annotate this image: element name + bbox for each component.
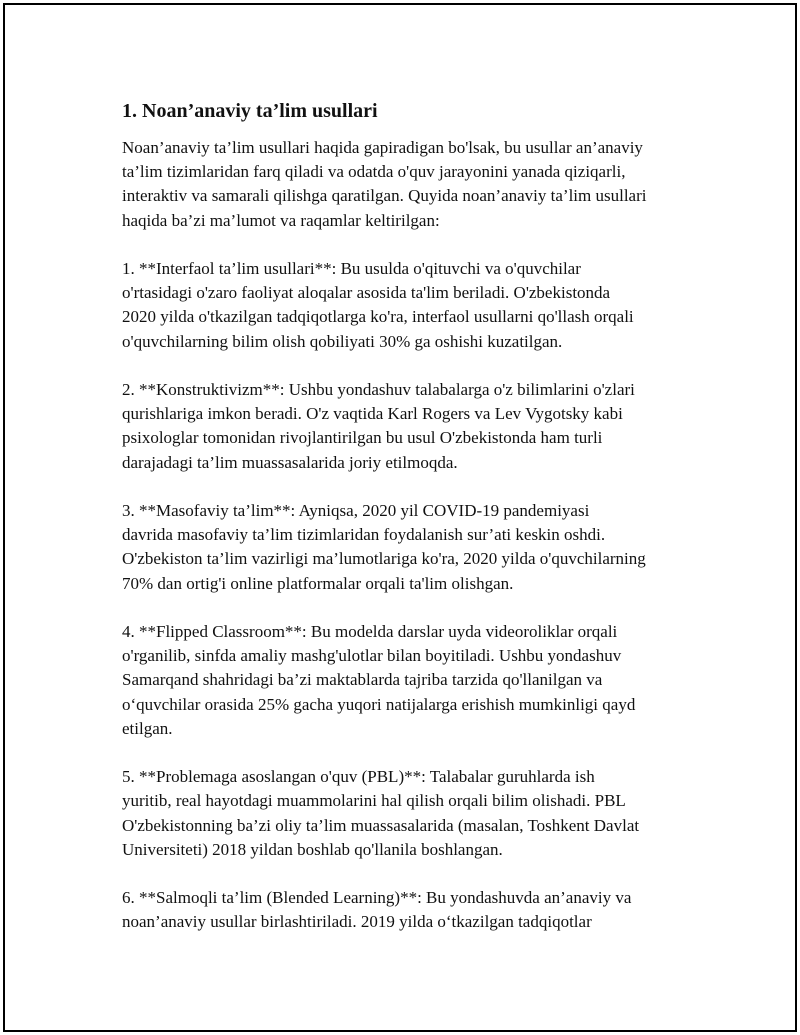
paragraph-spacer xyxy=(122,741,702,765)
text-line: interaktiv va samarali qilishga qaratilgan. Quyida noan’anaviy ta’lim usullari xyxy=(122,186,647,206)
text-line: ta’lim tizimlaridan farq qiladi va odatda o'quv jarayonini yanada qiziqarli, xyxy=(122,162,626,182)
text-line: 5. **Problemaga asoslangan o'quv (PBL)**: Talabalar guruhlarda ish xyxy=(122,767,595,787)
paragraph-spacer xyxy=(122,475,702,499)
document-body xyxy=(122,97,702,935)
text-line: Samarqand shahridagi ba’zi maktablarda tajriba tarzida qo'llanilgan va xyxy=(122,670,603,690)
text-line: Universiteti) 2018 yildan boshlab qo'llanila boshlangan. xyxy=(122,839,503,859)
text-line: 4. **Flipped Classroom**: Bu modelda darslar uyda videoroliklar orqali xyxy=(122,622,618,641)
paragraph-spacer xyxy=(122,233,702,257)
text-line: 6. **Salmoqli ta’lim (Blended Learning)**: Bu yondashuvda an’anaviy va xyxy=(122,888,632,908)
text-line: O'zbekiston ta’lim vazirligi ma’lumotlariga ko'ra, 2020 yilda o'quvchilarning xyxy=(122,549,646,569)
text-line: O'zbekistonning ba’zi oliy ta’lim muassasalarida (masalan, Toshkent Davlat xyxy=(122,815,640,835)
list-item-constructivism xyxy=(122,378,702,475)
text-line: yuritib, real hayotdagi muammolarini hal qilish orqali bilim olishadi. PBL xyxy=(122,791,626,811)
document-page xyxy=(3,3,797,1032)
text-line: o'rganilib, sinfda amaliy mashg'ulotlar bilan boyitiladi. Ushbu yondashuv xyxy=(122,646,622,666)
text-line: 2020 yilda o'tkazilgan tadqiqotlarga ko'ra, interfaol usullarni qo'llash orqali xyxy=(122,307,634,327)
list-item-interactive-methods xyxy=(122,257,702,354)
text-line: 2. **Konstruktivizm**: Ushbu yondashuv talabalarga o'z bilimlarini o'zlari xyxy=(122,380,635,399)
list-item-distance-learning xyxy=(122,499,702,596)
paragraph-spacer xyxy=(122,596,702,620)
intro-paragraph xyxy=(122,136,702,233)
text-line: o‘quvchilar orasida 25% gacha yuqori natijalarga erishish mumkinligi qayd xyxy=(122,694,636,714)
text-line: etilgan. xyxy=(122,718,173,738)
text-line: o'rtasidagi o'zaro faoliyat aloqalar asosida ta'lim beriladi. O'zbekistonda xyxy=(122,283,611,303)
text-line: davrida masofaviy ta’lim tizimlaridan foydalanish sur’ati keskin oshdi. xyxy=(122,525,606,545)
paragraph-spacer xyxy=(122,862,702,886)
text-line: qurishlariga imkon beradi. O'z vaqtida Karl Rogers va Lev Vygotsky kabi xyxy=(122,404,623,424)
text-line: haqida ba’zi ma’lumot va raqamlar keltirilgan: xyxy=(122,210,440,230)
text-line: psixologlar tomonidan rivojlantirilgan bu usul O'zbekistonda ham turli xyxy=(122,428,603,448)
paragraph-spacer xyxy=(122,354,702,378)
list-item-blended-learning xyxy=(122,886,702,934)
text-line: noan’anaviy usullar birlashtiriladi. 2019 yilda o‘tkazilgan tadqiqotlar xyxy=(122,912,592,932)
text-line: 3. **Masofaviy ta’lim**: Ayniqsa, 2020 yil COVID-19 pandemiyasi xyxy=(122,501,590,520)
text-line: Noan’anaviy ta’lim usullari haqida gapiradigan bo'lsak, bu usullar an’anaviy xyxy=(122,138,643,157)
text-line: 1. **Interfaol ta’lim usullari**: Bu usulda o'qituvchi va o'quvchilar xyxy=(122,259,581,278)
document-title: 1. Noan’anaviy ta’lim usullari xyxy=(122,100,378,122)
list-item-pbl xyxy=(122,765,702,862)
text-line: o'quvchilarning bilim olish qobiliyati 30% ga oshishi kuzatilgan. xyxy=(122,331,563,351)
text-line: 70% dan ortig'i online platformalar orqali ta'lim olishgan. xyxy=(122,573,514,593)
text-line: darajadagi ta’lim muassasalarida joriy etilmoqda. xyxy=(122,452,458,472)
list-item-flipped-classroom xyxy=(122,620,702,741)
